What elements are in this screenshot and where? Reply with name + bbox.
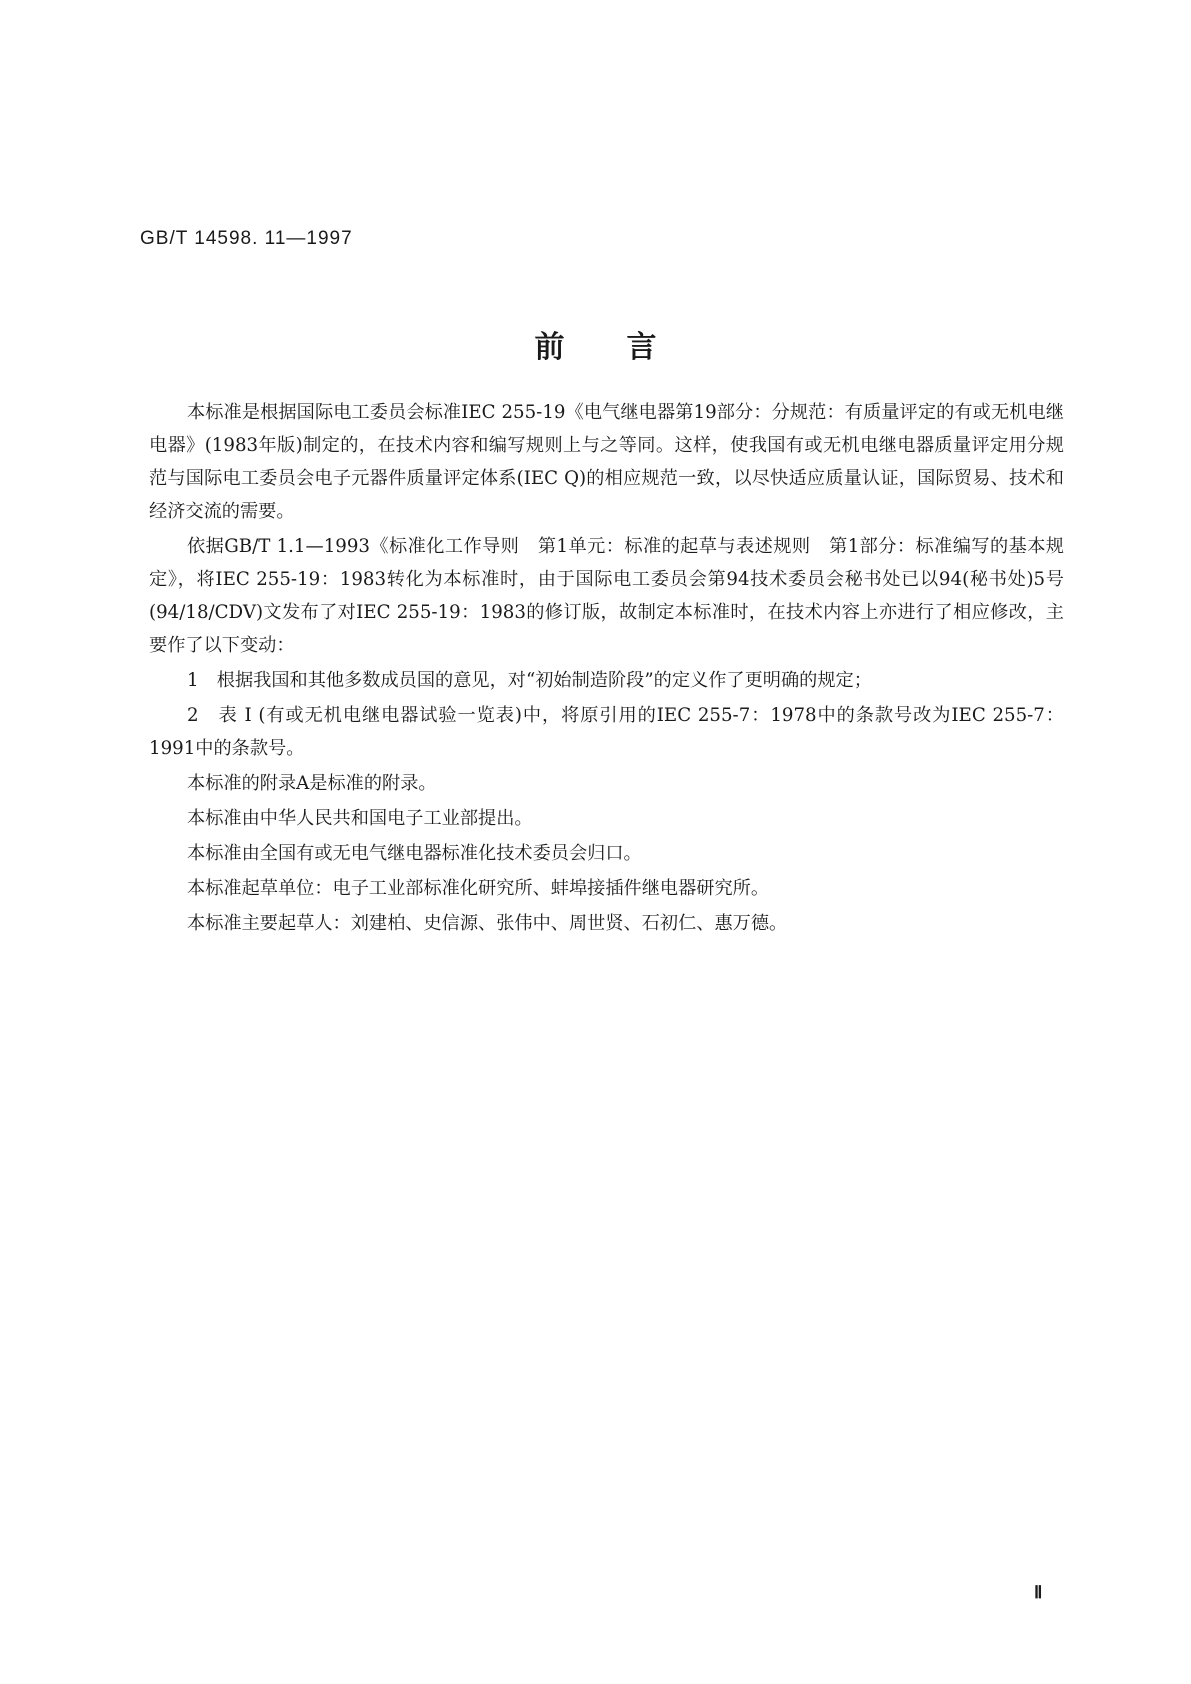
- paragraph-1: 本标准是根据国际电工委员会标准IEC 255-19《电气继电器第19部分：分规范：有质量评定的有或无机电继电器》(1983年版)制定的，在技术内容和编写规则上与之等同。这样，使我国有或无机电继电器质量评定用分规范与国际电工委员会电子元器件质量评定体系(IEC Q)的相应规范一致，以尽快适应质量认证，国际贸易、技术和经济交流的需要。: [149, 402, 1064, 522]
- page-title: 前言: [534, 330, 719, 365]
- paragraph-drafters: 本标准主要起草人：刘建柏、史信源、张伟中、周世贤、石初仁、惠万德。: [187, 913, 788, 934]
- paragraph-appendix: 本标准的附录A是标准的附录。: [187, 773, 437, 794]
- paragraph-committee: 本标准由全国有或无电气继电器标准化技术委员会归口。: [187, 843, 642, 864]
- paragraph-2: 依据GB/T 1.1—1993《标准化工作导则 第1单元：标准的起草与表述规则 第1部分：标准编写的基本规定》，将IEC 255-19：1983转化为本标准时，由于国际电工委员会第94技术委员会秘书处已以94(秘书处)5号(94/18/CDV)文发布了对IEC 255-19：1983的修订版，故制定本标准时，在技术内容上亦进行了相应修改，主要作了以下变动：: [149, 536, 1064, 656]
- paragraph-proposer: 本标准由中华人民共和国电子工业部提出。: [187, 808, 533, 829]
- paragraph-drafting-units: 本标准起草单位：电子工业部标准化研究所、蚌埠接插件继电器研究所。: [187, 878, 770, 899]
- preface-body: [149, 396, 1064, 942]
- list-item-1: 1 根据我国和其他多数成员国的意见，对“初始制造阶段”的定义作了更明确的规定；: [187, 670, 872, 691]
- standard-code: GB/T 14598. 11—1997: [140, 228, 353, 249]
- list-item-2: 2 表 I (有或无机电继电器试验一览表)中，将原引用的IEC 255-7：1978中的条款号改为IEC 255-7：1991中的条款号。: [149, 705, 1064, 759]
- page-number: Ⅱ: [1034, 1583, 1043, 1602]
